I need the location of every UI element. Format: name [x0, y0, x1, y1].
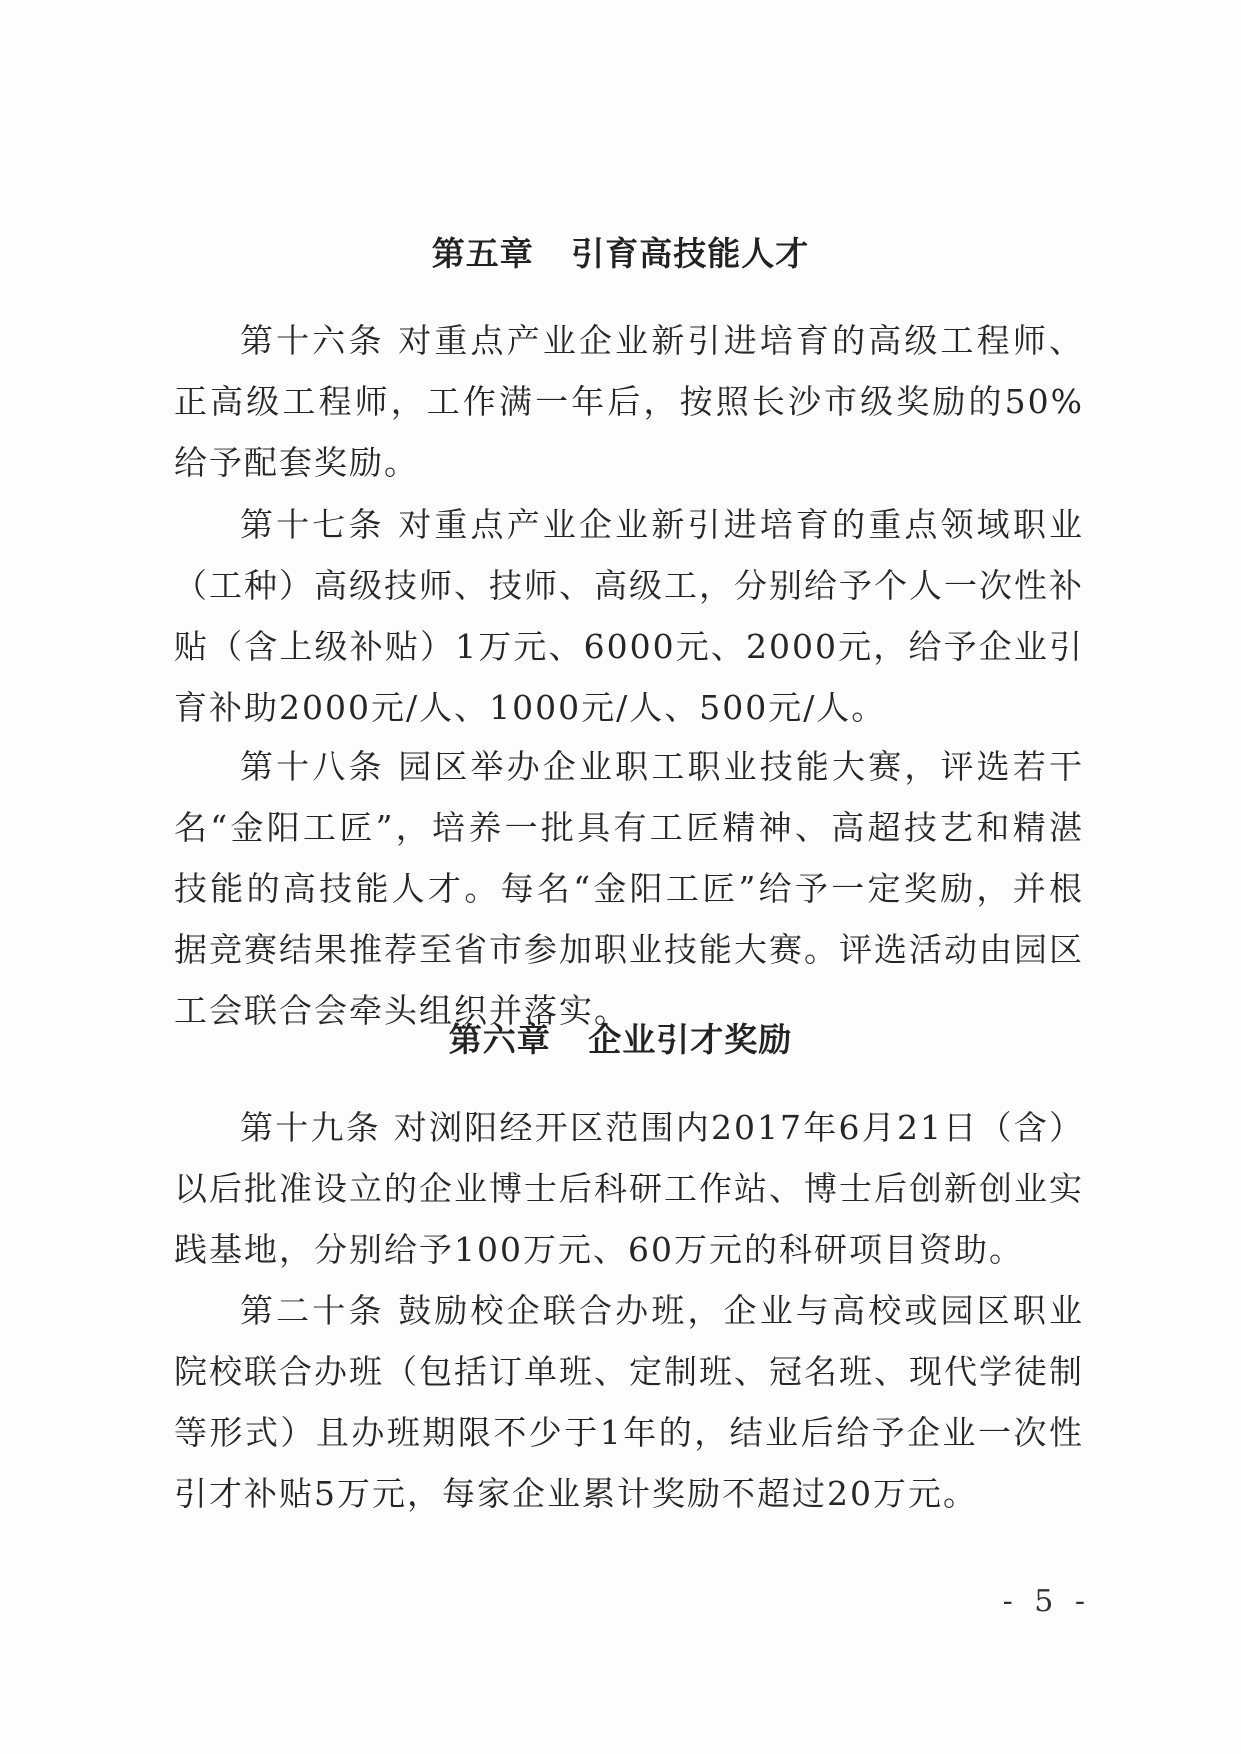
chapter-5-heading: 第五章 引育高技能人才	[431, 234, 810, 273]
article-19-paragraph: 第十九条 对浏阳经开区范围内2017年6月21日（含）以后批准设立的企业博士后科研工作站、博士后创新创业实践基地，分别给予100万元、60万元的科研项目资助。	[174, 1108, 1084, 1269]
page-number: - 5 -	[1002, 1584, 1091, 1619]
chapter-6-heading: 第六章 企业引才奖励	[448, 1020, 793, 1059]
article-20-paragraph: 第二十条 鼓励校企联合办班，企业与高校或园区职业院校联合办班（包括订单班、定制班、冠名班、现代学徒制等形式）且办班期限不少于1年的，结业后给予企业一次性引才补贴5万元，每家企业累计奖励不超过20万元。	[174, 1291, 1084, 1513]
article-18-paragraph: 第十八条 园区举办企业职工职业技能大赛，评选若干名“金阳工匠”，培养一批具有工匠精神、高超技艺和精湛技能的高技能人才。每名“金阳工匠”给予一定奖励，并根据竞赛结果推荐至省市参加职业技能大赛。评选活动由园区工会联合会牵头组织并落实。	[174, 747, 1084, 1030]
article-17-paragraph: 第十七条 对重点产业企业新引进培育的重点领域职业（工种）高级技师、技师、高级工，分别给予个人一次性补贴（含上级补贴）1万元、6000元、2000元，给予企业引育补助2000元/人、1000元/人、500元/人。	[174, 505, 1084, 727]
article-16-paragraph: 第十六条 对重点产业企业新引进培育的高级工程师、正高级工程师，工作满一年后，按照长沙市级奖励的50%给予配套奖励。	[174, 321, 1084, 482]
